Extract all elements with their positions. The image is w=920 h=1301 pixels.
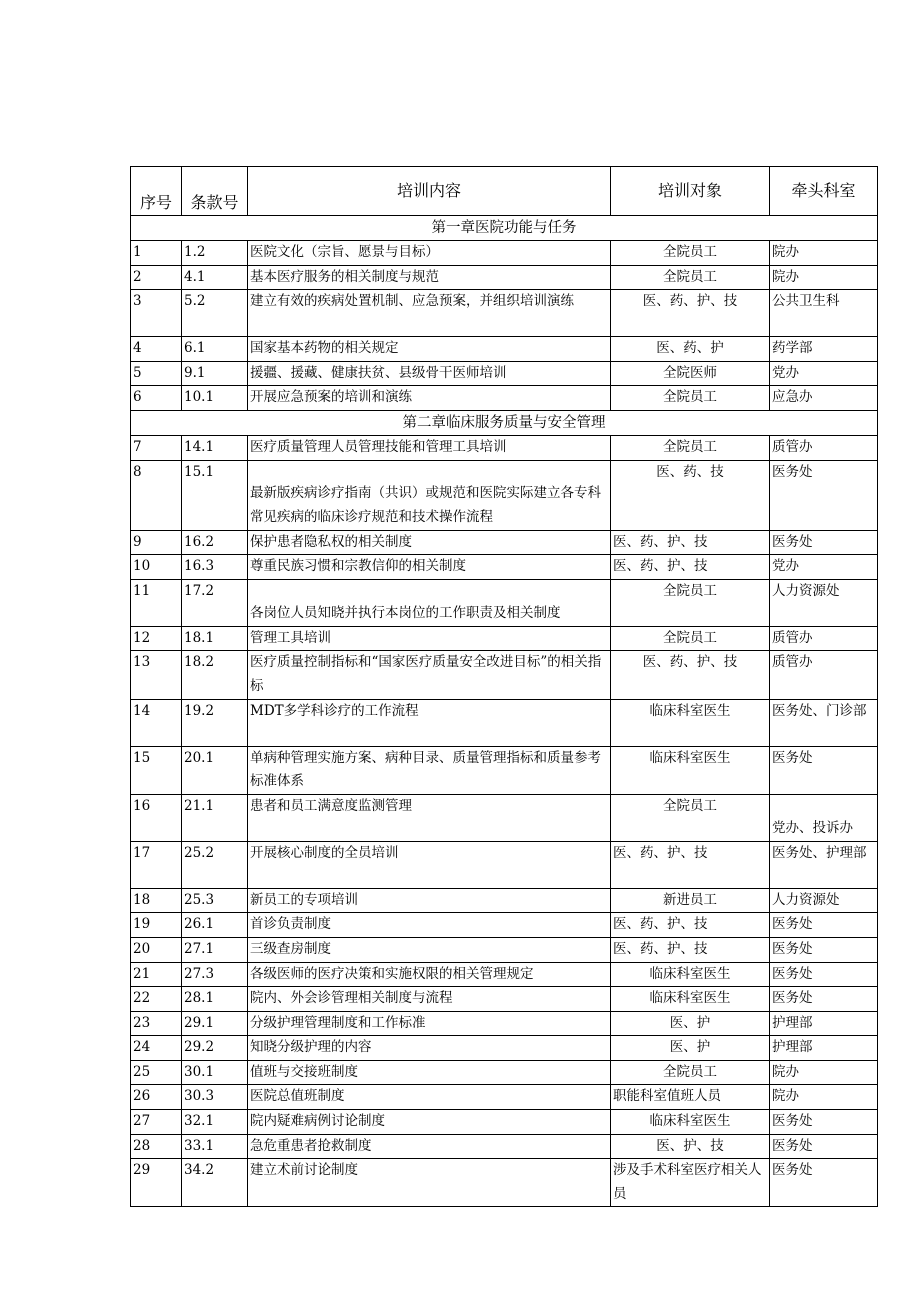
row-no: 24 xyxy=(131,1036,182,1061)
row-clause: 17.2 xyxy=(182,579,248,626)
row-dept: 党办 xyxy=(770,555,878,580)
row-content: 开展应急预案的培训和演练 xyxy=(248,386,611,411)
row-target: 全院员工 xyxy=(611,579,770,626)
header-dept: 牵头科室 xyxy=(770,167,878,216)
row-no: 6 xyxy=(131,386,182,411)
row-no: 9 xyxy=(131,530,182,555)
chapter-title: 第一章医院功能与任务 xyxy=(131,216,878,241)
row-content: 保护患者隐私权的相关制度 xyxy=(248,530,611,555)
row-content: 国家基本药物的相关规定 xyxy=(248,337,611,362)
row-clause: 15.1 xyxy=(182,460,248,530)
row-content: 尊重民族习惯和宗教信仰的相关制度 xyxy=(248,555,611,580)
row-clause: 18.1 xyxy=(182,626,248,651)
table-row xyxy=(131,1036,878,1061)
row-dept: 院办 xyxy=(770,265,878,290)
row-clause: 9.1 xyxy=(182,361,248,386)
row-content: 管理工具培训 xyxy=(248,626,611,651)
row-dept: 医务处 xyxy=(770,1159,878,1207)
table-row xyxy=(131,699,878,746)
row-content: 患者和员工满意度监测管理 xyxy=(248,794,611,841)
row-no: 4 xyxy=(131,337,182,362)
row-target: 医、护 xyxy=(611,1036,770,1061)
row-target: 全院员工 xyxy=(611,435,770,460)
row-dept: 质管办 xyxy=(770,435,878,460)
table-row xyxy=(131,530,878,555)
row-no: 14 xyxy=(131,699,182,746)
table-row xyxy=(131,1134,878,1159)
training-table xyxy=(130,166,878,1207)
row-clause: 30.3 xyxy=(182,1085,248,1110)
table-row xyxy=(131,337,878,362)
table-row xyxy=(131,888,878,913)
row-target: 职能科室值班人员 xyxy=(611,1085,770,1110)
row-target: 医、药、护、技 xyxy=(611,290,770,337)
row-dept: 护理部 xyxy=(770,1036,878,1061)
row-no: 25 xyxy=(131,1060,182,1085)
row-target: 医、药、护、技 xyxy=(611,530,770,555)
row-dept: 院办 xyxy=(770,241,878,266)
row-content: 分级护理管理制度和工作标准 xyxy=(248,1011,611,1036)
row-target: 临床科室医生 xyxy=(611,746,770,794)
table-row xyxy=(131,626,878,651)
row-no: 20 xyxy=(131,937,182,962)
table-row xyxy=(131,1159,878,1207)
table-row xyxy=(131,290,878,337)
row-clause: 5.2 xyxy=(182,290,248,337)
row-no: 29 xyxy=(131,1159,182,1207)
row-target: 医、药、护 xyxy=(611,337,770,362)
row-no: 18 xyxy=(131,888,182,913)
table-row xyxy=(131,386,878,411)
table-row xyxy=(131,913,878,938)
table-row xyxy=(131,579,878,626)
row-target: 全院员工 xyxy=(611,794,770,841)
row-target: 医、药、护、技 xyxy=(611,937,770,962)
row-content: 各岗位人员知晓并执行本岗位的工作职责及相关制度 xyxy=(248,579,611,626)
row-content: 新员工的专项培训 xyxy=(248,888,611,913)
row-clause: 27.3 xyxy=(182,962,248,987)
row-target: 新进员工 xyxy=(611,888,770,913)
row-clause: 26.1 xyxy=(182,913,248,938)
table-row xyxy=(131,794,878,841)
row-content: MDT多学科诊疗的工作流程 xyxy=(248,699,611,746)
row-no: 26 xyxy=(131,1085,182,1110)
row-target: 涉及手术科室医疗相关人员 xyxy=(611,1159,770,1207)
row-dept: 医务处 xyxy=(770,962,878,987)
header-content: 培训内容 xyxy=(248,167,611,216)
row-dept: 应急办 xyxy=(770,386,878,411)
row-clause: 33.1 xyxy=(182,1134,248,1159)
table-row xyxy=(131,555,878,580)
row-clause: 19.2 xyxy=(182,699,248,746)
table-row xyxy=(131,746,878,794)
row-target: 全院员工 xyxy=(611,386,770,411)
chapter-row xyxy=(131,410,878,435)
row-target: 医、护、技 xyxy=(611,1134,770,1159)
row-target: 临床科室医生 xyxy=(611,987,770,1012)
row-clause: 20.1 xyxy=(182,746,248,794)
table-row xyxy=(131,361,878,386)
row-dept: 公共卫生科 xyxy=(770,290,878,337)
row-clause: 29.2 xyxy=(182,1036,248,1061)
table-row xyxy=(131,435,878,460)
row-content: 建立术前讨论制度 xyxy=(248,1159,611,1207)
row-content: 各级医师的医疗决策和实施权限的相关管理规定 xyxy=(248,962,611,987)
row-content: 单病种管理实施方案、病种目录、质量管理指标和质量参考标准体系 xyxy=(248,746,611,794)
row-clause: 34.2 xyxy=(182,1159,248,1207)
row-clause: 21.1 xyxy=(182,794,248,841)
table-row xyxy=(131,937,878,962)
row-content: 值班与交接班制度 xyxy=(248,1060,611,1085)
row-target: 全院医师 xyxy=(611,361,770,386)
row-content: 首诊负责制度 xyxy=(248,913,611,938)
row-dept: 党办 xyxy=(770,361,878,386)
row-dept: 护理部 xyxy=(770,1011,878,1036)
table-row xyxy=(131,241,878,266)
row-content: 三级查房制度 xyxy=(248,937,611,962)
row-no: 21 xyxy=(131,962,182,987)
row-target: 医、护 xyxy=(611,1011,770,1036)
row-clause: 6.1 xyxy=(182,337,248,362)
row-target: 临床科室医生 xyxy=(611,962,770,987)
row-content: 基本医疗服务的相关制度与规范 xyxy=(248,265,611,290)
row-target: 临床科室医生 xyxy=(611,1110,770,1135)
row-dept: 人力资源处 xyxy=(770,579,878,626)
row-no: 2 xyxy=(131,265,182,290)
row-content: 医疗质量管理人员管理技能和管理工具培训 xyxy=(248,435,611,460)
table-row xyxy=(131,841,878,888)
row-clause: 28.1 xyxy=(182,987,248,1012)
row-no: 3 xyxy=(131,290,182,337)
row-dept: 质管办 xyxy=(770,626,878,651)
row-content: 最新版疾病诊疗指南（共识）或规范和医院实际建立各专科常见疾病的临床诊疗规范和技术操作流程 xyxy=(248,460,611,530)
row-target: 全院员工 xyxy=(611,1060,770,1085)
row-clause: 29.1 xyxy=(182,1011,248,1036)
row-dept: 医务处 xyxy=(770,987,878,1012)
row-clause: 18.2 xyxy=(182,651,248,699)
row-target: 医、药、护、技 xyxy=(611,651,770,699)
row-content: 知晓分级护理的内容 xyxy=(248,1036,611,1061)
row-dept: 医务处 xyxy=(770,746,878,794)
row-no: 7 xyxy=(131,435,182,460)
row-no: 13 xyxy=(131,651,182,699)
header-target: 培训对象 xyxy=(611,167,770,216)
row-clause: 30.1 xyxy=(182,1060,248,1085)
row-content: 急危重患者抢救制度 xyxy=(248,1134,611,1159)
table-row xyxy=(131,460,878,530)
row-content: 医疗质量控制指标和“国家医疗质量安全改进目标”的相关指标 xyxy=(248,651,611,699)
row-clause: 16.2 xyxy=(182,530,248,555)
row-no: 19 xyxy=(131,913,182,938)
chapter-title: 第二章临床服务质量与安全管理 xyxy=(131,410,878,435)
row-content: 建立有效的疾病处置机制、应急预案，并组织培训演练 xyxy=(248,290,611,337)
row-target: 医、药、护、技 xyxy=(611,555,770,580)
row-no: 16 xyxy=(131,794,182,841)
row-dept: 医务处 xyxy=(770,937,878,962)
header-clause: 条款号 xyxy=(182,167,248,216)
row-dept: 医务处 xyxy=(770,1134,878,1159)
table-row xyxy=(131,1085,878,1110)
row-dept: 质管办 xyxy=(770,651,878,699)
row-no: 28 xyxy=(131,1134,182,1159)
row-dept: 药学部 xyxy=(770,337,878,362)
row-clause: 1.2 xyxy=(182,241,248,266)
row-no: 11 xyxy=(131,579,182,626)
table-row xyxy=(131,1011,878,1036)
table-row xyxy=(131,987,878,1012)
table-header-row xyxy=(131,167,878,216)
row-dept: 医务处 xyxy=(770,530,878,555)
row-no: 22 xyxy=(131,987,182,1012)
row-dept: 党办、投诉办 xyxy=(770,794,878,841)
row-no: 27 xyxy=(131,1110,182,1135)
row-clause: 27.1 xyxy=(182,937,248,962)
table-row xyxy=(131,651,878,699)
row-target: 医、药、护、技 xyxy=(611,841,770,888)
row-content: 援疆、援藏、健康扶贫、县级骨干医师培训 xyxy=(248,361,611,386)
table-row xyxy=(131,962,878,987)
row-content: 医院文化（宗旨、愿景与目标） xyxy=(248,241,611,266)
row-content: 开展核心制度的全员培训 xyxy=(248,841,611,888)
row-clause: 32.1 xyxy=(182,1110,248,1135)
table-row xyxy=(131,1110,878,1135)
row-dept: 医务处、门诊部 xyxy=(770,699,878,746)
row-target: 全院员工 xyxy=(611,265,770,290)
row-clause: 16.3 xyxy=(182,555,248,580)
row-no: 12 xyxy=(131,626,182,651)
row-no: 15 xyxy=(131,746,182,794)
row-content: 院内疑难病例讨论制度 xyxy=(248,1110,611,1135)
row-clause: 25.3 xyxy=(182,888,248,913)
row-target: 全院员工 xyxy=(611,626,770,651)
row-no: 5 xyxy=(131,361,182,386)
row-no: 10 xyxy=(131,555,182,580)
row-content: 医院总值班制度 xyxy=(248,1085,611,1110)
row-clause: 25.2 xyxy=(182,841,248,888)
header-no: 序号 xyxy=(131,167,182,216)
row-target: 全院员工 xyxy=(611,241,770,266)
row-clause: 14.1 xyxy=(182,435,248,460)
row-dept: 院办 xyxy=(770,1085,878,1110)
row-no: 1 xyxy=(131,241,182,266)
row-no: 17 xyxy=(131,841,182,888)
row-dept: 院办 xyxy=(770,1060,878,1085)
row-target: 临床科室医生 xyxy=(611,699,770,746)
row-target: 医、药、护、技 xyxy=(611,913,770,938)
row-no: 8 xyxy=(131,460,182,530)
row-dept: 医务处 xyxy=(770,913,878,938)
row-dept: 医务处、护理部 xyxy=(770,841,878,888)
row-target: 医、药、技 xyxy=(611,460,770,530)
row-content: 院内、外会诊管理相关制度与流程 xyxy=(248,987,611,1012)
row-no: 23 xyxy=(131,1011,182,1036)
chapter-row xyxy=(131,216,878,241)
table-row xyxy=(131,265,878,290)
table-row xyxy=(131,1060,878,1085)
row-dept: 医务处 xyxy=(770,460,878,530)
row-dept: 人力资源处 xyxy=(770,888,878,913)
row-clause: 4.1 xyxy=(182,265,248,290)
row-clause: 10.1 xyxy=(182,386,248,411)
row-dept: 医务处 xyxy=(770,1110,878,1135)
